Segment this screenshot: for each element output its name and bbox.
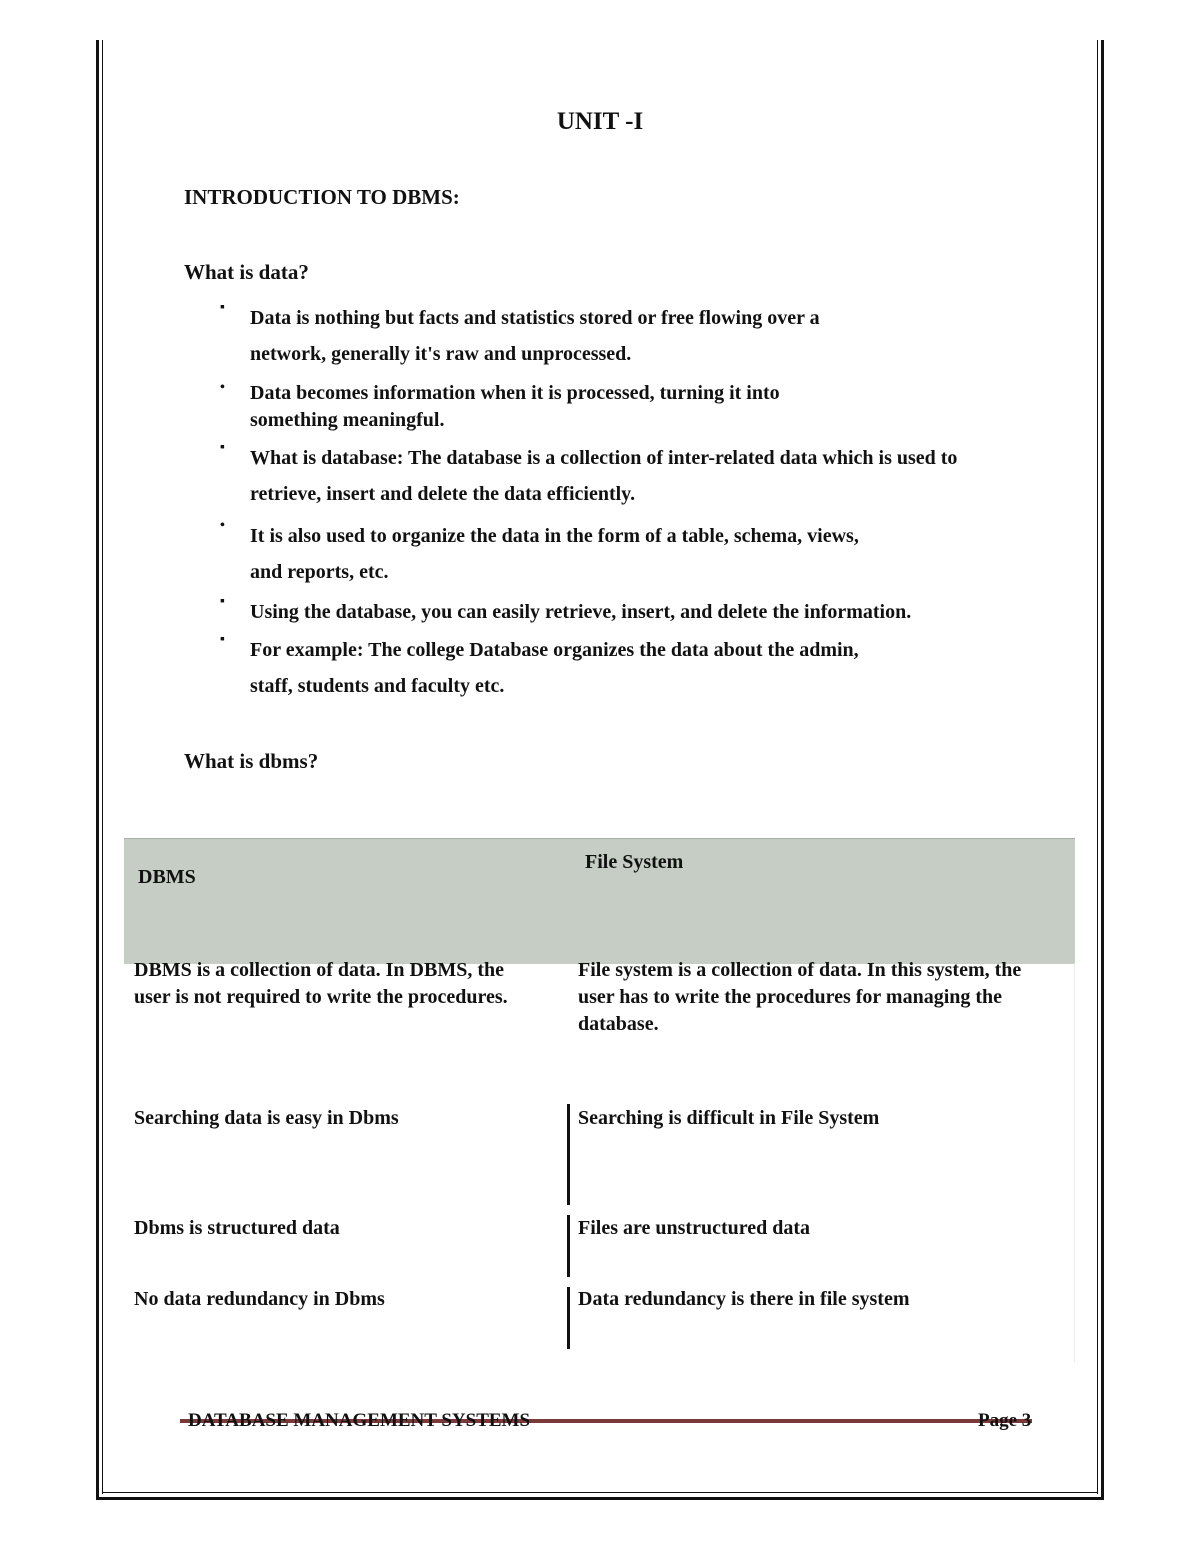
- cell-line: File system is a collection of data. In this system, the: [578, 959, 1022, 981]
- cell-line: database.: [578, 1013, 659, 1035]
- bullet-icon: ▪: [220, 632, 225, 647]
- bullet-line: and reports, etc.: [250, 561, 389, 583]
- cell-line: No data redundancy in Dbms: [134, 1288, 385, 1310]
- footer-title: DATABASE MANAGEMENT SYSTEMS: [188, 1410, 531, 1431]
- bullet-line: For example: The college Database organizes the data about the admin,: [250, 639, 859, 661]
- bullet-line: What is database: The database is a collection of inter-related data which is used to: [250, 447, 958, 469]
- table-cell: [578, 1215, 1058, 1242]
- bullet-line: network, generally it's raw and unprocessed.: [250, 343, 632, 365]
- bullet-line: staff, students and faculty etc.: [250, 675, 505, 697]
- column-divider: [567, 1287, 570, 1349]
- table-cell: [578, 957, 1058, 1038]
- page-border-bottom-inner: [102, 1492, 1098, 1493]
- list-item: [216, 594, 1016, 630]
- page-border-left: [96, 40, 99, 1500]
- list-item: [216, 632, 1016, 704]
- intro-heading: INTRODUCTION TO DBMS:: [184, 185, 460, 209]
- bullet-line: Using the database, you can easily retrieve, insert, and delete the information.: [250, 601, 912, 623]
- what-is-data-heading: What is data?: [184, 260, 309, 284]
- bullet-icon: ▪: [220, 440, 225, 455]
- bullet-line: Data is nothing but facts and statistics stored or free flowing over a: [250, 307, 820, 329]
- table-cell: [578, 1105, 1058, 1132]
- cell-line: Dbms is structured data: [134, 1217, 340, 1239]
- page-border-bottom: [96, 1497, 1104, 1500]
- table-cell: [134, 1215, 554, 1242]
- data-bullet-list: [216, 300, 1016, 704]
- what-is-dbms-heading: What is dbms?: [184, 749, 319, 773]
- page-border-right: [1101, 40, 1104, 1500]
- page-border-right-inner: [1097, 40, 1098, 1494]
- bullet-line: retrieve, insert and delete the data efficiently.: [250, 483, 636, 505]
- table-cell: [578, 1286, 1058, 1313]
- column-divider: [567, 1104, 570, 1205]
- list-item: [216, 440, 1016, 512]
- table-right-edge: [1074, 963, 1075, 1363]
- bullet-icon: •: [220, 380, 225, 395]
- bullet-icon: •: [220, 518, 225, 533]
- cell-line: Searching data is easy in Dbms: [134, 1107, 399, 1129]
- cell-line: user is not required to write the procedures.: [134, 986, 508, 1008]
- page-border-left-inner: [102, 40, 103, 1494]
- bullet-line: It is also used to organize the data in the form of a table, schema, views,: [250, 525, 859, 547]
- bullet-icon: ▪: [220, 594, 225, 609]
- column-header-file-system: File System: [585, 851, 684, 873]
- cell-line: Data redundancy is there in file system: [578, 1288, 910, 1310]
- cell-line: user has to write the procedures for managing the: [578, 986, 1003, 1008]
- table-cell: [134, 1105, 554, 1132]
- bullet-icon: ▪: [220, 300, 225, 315]
- bullet-line: something meaningful.: [250, 409, 445, 431]
- column-divider: [567, 1215, 570, 1277]
- bullet-line: Data becomes information when it is processed, turning it into: [250, 382, 780, 404]
- cell-line: Searching is difficult in File System: [578, 1107, 880, 1129]
- cell-line: Files are unstructured data: [578, 1217, 811, 1239]
- list-item: [216, 380, 1016, 434]
- unit-title: UNIT -I: [556, 108, 644, 135]
- list-item: [216, 300, 1016, 372]
- cell-line: DBMS is a collection of data. In DBMS, the: [134, 959, 504, 981]
- list-item: [216, 518, 1016, 590]
- column-header-dbms: DBMS: [138, 866, 196, 888]
- table-cell: [134, 957, 554, 1011]
- page-number: Page 3: [978, 1410, 1032, 1431]
- table-cell: [134, 1286, 554, 1313]
